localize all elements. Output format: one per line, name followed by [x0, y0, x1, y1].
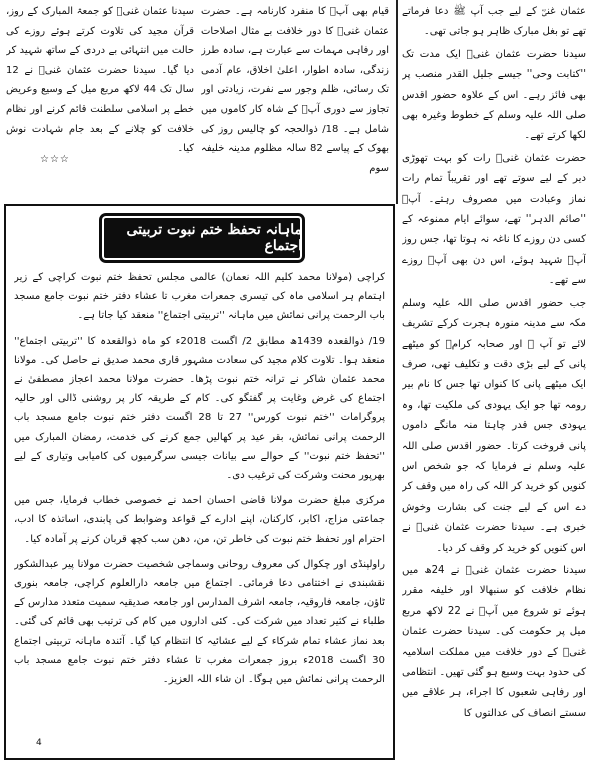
right-paragraph: جب حضور اقدس صلی اللہ علیہ وسلم مکہ سے مدینہ منورہ ہجرت کرکے تشریف لائے تو آپ ﷺ اور صحابہ کرامؓ کو میٹھے پانی کے لیے بڑی دقت و تکلیف تھی، صرف ایک میٹھے پانی کا کنواں تھا جس کا نام بیر رومہ تھا جو ایک یہودی کی ملکیت تھا، وہ یہودی جس قدر چاہتا منہ مانگے داموں پانی فروخت کرتا۔ حضور اقدس صلی اللہ علیہ وسلم نے فرمایا کہ جو شخص اس کنویں کو خرید کر اللہ کی راہ میں وقف کر دے اس کے لیے جنت کی بشارت وخوش خبری ہے۔ سیدنا حضرت عثمان غنیؓ نے اس کنویں کو خرید کر وقف کر دیا۔ — [402, 297, 586, 554]
article-banner — [102, 216, 302, 260]
right-paragraph: عثمان غنیؓ کے لیے جب آپ ﷺ دعا فرماتے تھے تو بغل مبارک ظاہر ہو جاتی تھی۔ — [402, 6, 586, 38]
right-paragraph: حضرت عثمان غنیؓ رات کو بہت تھوڑی دیر کے لیے سوتے تھے اور تقریباً تمام رات نماز وعبادت میں مصروف رہتے۔ آپؓ ''صائم الدہر'' تھے، سوائے ایام ممنوعہ کے کسی دن روزے کا ناغہ نہ ہوتا تھا، جس روز آپؓ شہید ہوئے، اس دن بھی آپؓ روزے سے تھے۔ — [402, 152, 586, 287]
top-middle-column — [201, 2, 389, 198]
article-paragraph: مرکزی مبلغ حضرت مولانا قاضی احسان احمد نے خصوصی خطاب فرمایا، جس میں جماعتی مزاج، اکابر، کارکنان، اپنے ادارے کے قواعد وضوابط کی پابندی، اساتذہ کا ادب، احترام اور تحفظ ختم نبوت کی خاطر تن، من، دھن سب کچھ قربان کرنے پر آمادہ کیا۔ — [14, 495, 385, 545]
top-middle-text: قیام بھی آپؓ کا منفرد کارنامہ ہے۔ حضرت عثمان غنیؓ کا دور خلافت بے مثال اصلاحات اور رفاہی مہمات سے عبارت ہے، سادہ طرز زندگی، سادہ اطوار، اعلیٰ اخلاق، عام آدمی تک رسائی، ظلم وجور سے نفرت، زیادتی اور تجاوز سے دوری آپؓ کے شاہ کار کاموں میں شامل ہے۔ 18/ ذوالحجہ کو چالیس روز کی بھوک کے پیاسے 82 سالہ مظلوم مدینہ خلیفہ سوم — [201, 6, 389, 174]
section-end-stars: ☆☆☆ — [40, 154, 70, 165]
article-paragraph: 19/ ذوالقعدہ 1439ھ مطابق 2/ اگست 2018ء کو ماہ ذوالقعدہ کا ''تربیتی اجتماع'' منعقد ہوا۔ تلاوت کلام مجید کی سعادت مشہور قاری محمد صدیق نے حاصل کی۔ مولانا محمد عثمان شاکر نے ترانہ ختم نبوت پڑھا۔ حضرت مولانا محمد اعجاز مصطفیٰ نے اجتماع کی غرض وغایت پر گفتگو کی۔ کام کے طریقہ کار پر روشنی ڈالی اور حالیہ پروگرامات ''ختم نبوت کورس'' 27 تا 28 اگست دفتر ختم نبوت جامع مسجد باب الرحمت پرانی نمائش، بقر عید پر کھالیں جمع کرنے کی خدمت، رمضان المبارک میں ''تحفظ ختم نبوت'' کے حوالے سے بیانات جیسی سرگرمیوں کی کامیابی وتیاری کے لیے بھرپور محنت وشرکت کی ترغیب دی۔ — [14, 335, 385, 482]
article-banner-title: ماہانہ تحفظ ختم نبوت تربیتی اجتماع — [126, 222, 302, 254]
page-number: 4 — [36, 738, 42, 748]
article-paragraph: کراچی (مولانا محمد کلیم اللہ نعمان) عالمی مجلس تحفظ ختم نبوت کراچی کے زیر اہتمام ہر اسلامی ماہ کی تیسری جمعرات مغرب تا عشاء دفتر ختم نبوت جامع مسجد باب الرحمت پرانی نمائش میں ماہانہ ''تربیتی اجتماع'' منعقد کیا جاتا ہے۔ — [14, 272, 385, 322]
top-left-column — [6, 2, 194, 198]
right-paragraph: سیدنا حضرت عثمان غنیؓ نے 24ھ میں نظام خلافت کو سنبھالا اور خلیفہ مقرر ہوئے تو شروع میں آپؓ نے 22 لاکھ مربع میل پر حکومت کی۔ سیدنا حضرت عثمان غنیؓ کے دور خلافت میں مملکت اسلامیہ کی حدود بہت وسیع ہو گئی تھیں۔ انتظامی اور رفاہی شعبوں کا اجراء، ہر علاقے میں سستے انصاف کی عدالتوں کا — [402, 564, 586, 719]
column-divider — [396, 0, 398, 204]
top-left-text: سیدنا عثمان غنیؓ کو جمعۃ المبارک کے روز، قرآن مجید کی تلاوت کرتے ہوئے روزے کی حالت میں انتہائی بے دردی کے ساتھ شہید کر دیا گیا۔ سیدنا حضرت عثمان غنیؓ نے 12 سال تک 44 لاکھ مربع میل کے وسیع وعریض خطے پر اسلامی سلطنت قائم کرنے اور نظام خلافت کو چلانے کے بعد جام شہادت نوش کیا۔ — [6, 6, 194, 155]
right-paragraph: سیدنا حضرت عثمان غنیؓ ایک مدت تک ''کتابت وحی'' جیسے جلیل القدر منصب پر بھی فائز رہے۔ اس کے علاوہ حضور اقدس صلی اللہ علیہ وسلم کے خطوط وغیرہ بھی لکھا کرتے تھے۔ — [402, 48, 586, 142]
article-body — [14, 268, 385, 752]
article-box — [4, 204, 395, 760]
right-column — [402, 2, 586, 762]
article-paragraph: راولپنڈی اور چکوال کی معروف روحانی وسماجی شخصیت حضرت مولانا پیر عبدالشکور نقشبندی نے اختتامی دعا فرمائی۔ اجتماع میں جامعہ دارالعلوم کراچی، جامعہ بنوری ٹاؤن، جامعہ فاروقیہ، جامعہ اشرف المدارس اور جامعہ صدیقیہ سمیت متعدد مدارس کے طلباء نے کثیر تعداد میں شرکت کی۔ کئی اداروں میں کام کی ترتیب بھی قائم کی گئی۔ بعد نماز عشاء تمام شرکاء کے لیے عشائیہ کا انتظام کیا گیا۔ آئندہ ماہانہ تربیتی اجتماع 30 اگست 2018ء بروز جمعرات مغرب تا عشاء دفتر ختم نبوت جامع مسجد باب الرحمت پرانی نمائش میں ہوگا۔ ان شاء اللہ العزیز۔ — [14, 558, 385, 686]
